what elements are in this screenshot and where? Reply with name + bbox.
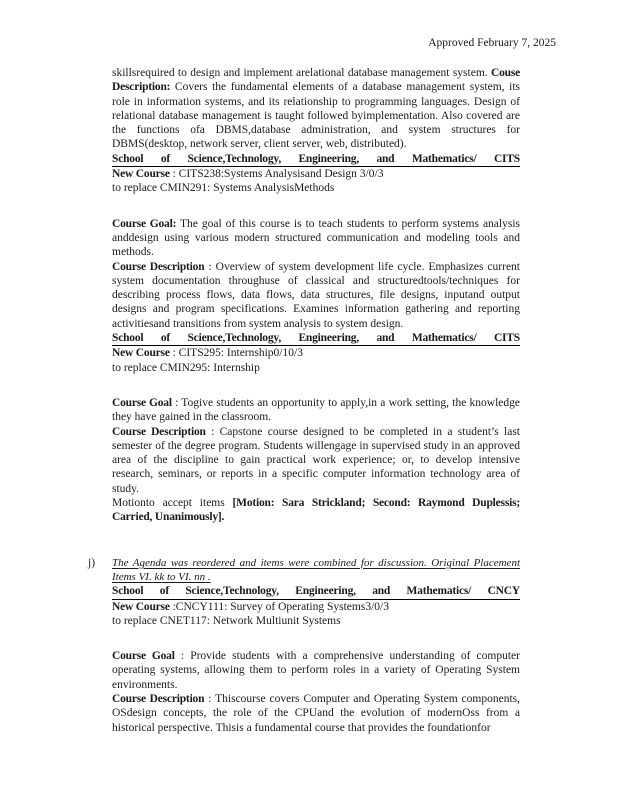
text-run: :CNCY111: Survey of Operating Systems3/0/3 — [169, 600, 389, 613]
bold-text-run: Course Description — [112, 260, 205, 273]
text-run: skillsrequired to design and implement arelational database management system. — [112, 67, 491, 79]
paragraph — [112, 396, 520, 425]
agenda-note-line: The Agenda was reordered and items were combined for discussion. Original Placement — [112, 556, 520, 569]
course-line — [112, 181, 520, 195]
course-line — [112, 614, 520, 628]
text-run: Covers the fundamental elements of a database management system, its role in information systems, and its relationship to programming languages. Design of relational database management is taught followed byimplementation. Also covered are the functions ofa DBMS,database administration, and system structures for DBMS(desktop, network server, client server, web, distributed). — [112, 81, 520, 151]
text-run: : CITS295: Internship0/10/3 — [169, 347, 303, 360]
text-run: : Thiscourse covers Computer and Operating System components, OSdesign concepts, the role of the CPUand the evolution of modernOss from a historical perspective. Thisis a fundamental course that provides the foundationfor — [112, 692, 521, 734]
bold-text-run: New Course — [112, 600, 170, 613]
bold-text-run: Course Goal — [112, 396, 172, 409]
paragraph — [112, 217, 520, 260]
document-body — [88, 66, 521, 735]
school-department-header: School of Science,Technology, Engineering, and Mathematics/ CNCY — [112, 584, 520, 599]
bold-text-run: Course Goal: — [112, 217, 177, 230]
paragraph — [112, 649, 520, 692]
course-line — [112, 167, 520, 181]
agenda-note-line: Items VI. kk to VI. nn . — [112, 570, 211, 583]
bold-text-run: [Motion: Sara Strickland; Second: Raymond Duplessis; Carried, Unanimously]. — [112, 497, 521, 524]
school-department-header: School of Science,Technology, Engineering, and Mathematics/ CITS — [112, 331, 520, 346]
course-line — [112, 361, 520, 375]
text-run: : Capstone course designed to be completed in a student’s last semester of the degree program. Students willengage in supervised study in an approved area of the discipline to gain practical work experience; or, to develop intensive research, seminars, or reports in a specific computer information technology area of study. — [112, 425, 520, 495]
bold-text-run: Course Description — [112, 425, 206, 438]
approval-date: Approved February 7, 2025 — [428, 37, 556, 49]
list-marker: j) — [88, 556, 96, 569]
bold-text-run: Couse Description: — [112, 67, 520, 94]
text-run: Motionto accept items — [112, 497, 233, 510]
text-run: : Overview of system development life cycle. Emphasizes current system documentation throughuse of classical and structuredtools/techniques for describing process flows, data flows, data structures, file designs, inputand output designs and program specifications. Examines information gathering and reporting activitiesand transitions from system analysis to system design. — [112, 260, 520, 330]
bold-text-run: New Course — [112, 168, 170, 181]
paragraph — [112, 66, 520, 152]
text-run: to replace CMIN291: Systems AnalysisMethods — [112, 182, 335, 195]
paragraph — [112, 425, 520, 496]
paragraph — [112, 496, 520, 525]
school-department-header: School of Science,Technology, Engineering, and Mathematics/ CITS — [112, 152, 520, 167]
text-run: The goal of this course is to teach students to perform systems analysis anddesign using various modern structured communication and modeling tools and methods. — [112, 217, 520, 259]
agenda-note — [88, 556, 520, 585]
bold-text-run: New Course — [112, 347, 170, 360]
text-run: to replace CNET117: Network Multiunit Systems — [112, 614, 341, 627]
text-run: : Togive students an opportunity to apply,in a work setting, the knowledge they have gained in the classroom. — [112, 396, 521, 424]
text-run: : CITS238:Systems Analysisand Design 3/0/3 — [169, 168, 384, 181]
bold-text-run: Course Description — [112, 692, 205, 705]
paragraph — [112, 692, 520, 735]
course-line — [112, 346, 520, 360]
text-run: to replace CMIN295: Internship — [112, 361, 260, 374]
course-line — [112, 600, 520, 614]
paragraph — [112, 260, 520, 331]
bold-text-run: Course Goal — [112, 650, 175, 663]
text-run: : Provide students with a comprehensive understanding of computer operating systems, allowing them to perform roles in a variety of Operating System environments. — [112, 650, 520, 691]
